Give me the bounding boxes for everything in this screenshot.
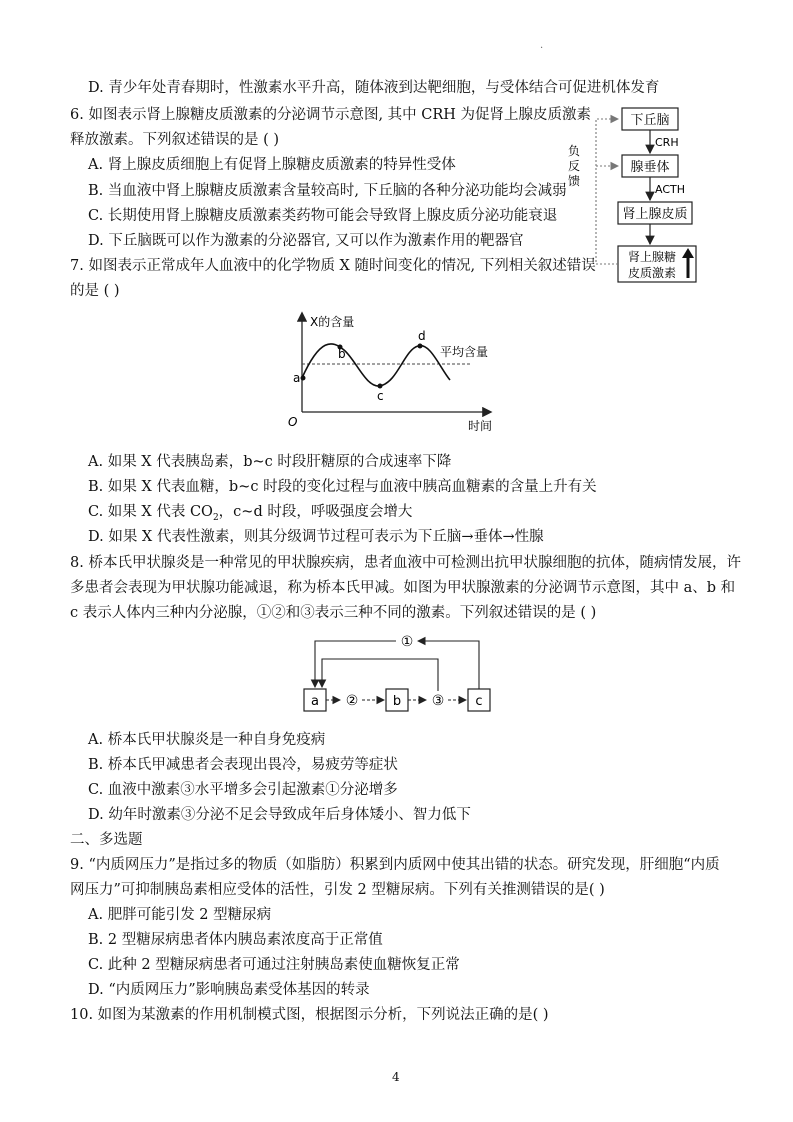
q5-option-d: D. 青少年处青春期时，性激素水平升高，随体液到达靶细胞，与受体结合可促进机体发育 bbox=[88, 80, 660, 96]
section-multi-choice: 二、多选题 bbox=[70, 832, 143, 848]
q8-option-d: D. 幼年时激素③分泌不足会导致成年后身体矮小、智力低下 bbox=[88, 807, 471, 823]
x-curve bbox=[302, 344, 450, 386]
q8-stem-line1: 8. 桥本氏甲状腺炎是一种常见的甲状腺疾病，患者血液中可检测出抗甲状腺细胞的抗体，随病情发展，许 bbox=[70, 555, 741, 571]
x-axis-label: 时间 bbox=[468, 419, 493, 433]
origin-label: O bbox=[288, 415, 298, 429]
q7-option-a: A. 如果 X 代表胰岛素，b~c 时段肝糖原的合成速率下降 bbox=[88, 454, 452, 470]
q7-option-c-post: ，c~d 时段，呼吸强度会增大 bbox=[218, 504, 413, 520]
point-a bbox=[301, 376, 306, 381]
box-glucocorticoid-line2: 皮质激素 bbox=[627, 266, 677, 280]
q7-option-c bbox=[88, 502, 412, 528]
hormone-1-label: ① bbox=[400, 634, 414, 650]
q6-option-a: A. 肾上腺皮质细胞上有促肾上腺糖皮质激素的特异性受体 bbox=[88, 157, 456, 173]
q9-option-d: D. “内质网压力”影响胰岛素受体基因的转录 bbox=[88, 982, 370, 998]
q9-stem-line1: 9. “内质网压力”是指过多的物质（如脂肪）积累到内质网中使其出错的状态。研究发现，肝细胞“内质 bbox=[70, 857, 720, 873]
q7-stem-line1: 7. 如图表示正常成年人血液中的化学物质 X 随时间变化的情况, 下列相关叙述错误 bbox=[70, 258, 596, 274]
q8-option-a: A. 桥本氏甲状腺炎是一种自身免疫病 bbox=[88, 732, 326, 748]
box-hypothalamus-label: 下丘脑 bbox=[630, 113, 670, 128]
q6-stem-line2: 释放激素。下列叙述错误的是 ( ) bbox=[70, 132, 280, 148]
point-d-label: d bbox=[418, 329, 426, 343]
feedback-line bbox=[596, 119, 618, 264]
point-c-label: c bbox=[377, 389, 384, 403]
feedback-label-3: 馈 bbox=[568, 174, 581, 188]
hormone-3-label: ③ bbox=[431, 693, 445, 709]
point-c bbox=[378, 384, 383, 389]
average-label: 平均含量 bbox=[440, 345, 489, 359]
q9-option-b: B. 2 型糖尿病患者体内胰岛素浓度高于正常值 bbox=[88, 932, 383, 948]
q10-stem: 10. 如图为某激素的作用机制模式图，根据图示分析，下列说法正确的是( ) bbox=[70, 1007, 549, 1023]
y-axis-label: X的含量 bbox=[310, 315, 355, 329]
q8-option-c: C. 血液中激素③水平增多会引起激素①分泌增多 bbox=[88, 782, 398, 798]
header-dot: . bbox=[540, 40, 544, 51]
q6-option-d: D. 下丘脑既可以作为激素的分泌器官, 又可以作为激素作用的靶器官 bbox=[88, 233, 524, 249]
arrow-crh-label: CRH bbox=[655, 136, 679, 149]
gland-a-label: a bbox=[311, 694, 319, 709]
feedback-label-1: 负 bbox=[568, 144, 581, 158]
arrow-acth-label: ACTH bbox=[655, 183, 686, 196]
feedback-label-2: 反 bbox=[568, 159, 581, 173]
q7-option-c-pre: C. 如果 X 代表 CO bbox=[88, 504, 213, 520]
q9-option-c: C. 此种 2 型糖尿病患者可通过注射胰岛素使血糖恢复正常 bbox=[88, 957, 460, 973]
point-a-label: a bbox=[293, 371, 301, 385]
q8-option-b: B. 桥本氏甲减患者会表现出畏冷，易疲劳等症状 bbox=[88, 757, 398, 773]
box-adenohypophysis-label: 腺垂体 bbox=[630, 160, 670, 175]
box-adrenal-cortex-label: 肾上腺皮质 bbox=[622, 207, 688, 222]
gland-c-label: c bbox=[475, 694, 483, 709]
box-glucocorticoid-line1: 肾上腺糖 bbox=[627, 250, 677, 264]
q7-option-b: B. 如果 X 代表血糖，b~c 时段的变化过程与血液中胰高血糖素的含量上升有关 bbox=[88, 479, 597, 495]
q8-thyroid-diagram bbox=[290, 625, 500, 720]
q6-option-c: C. 长期使用肾上腺糖皮质激素类药物可能会导致肾上腺皮质分泌功能衰退 bbox=[88, 208, 558, 224]
q6-stem-line1: 6. 如图表示肾上腺糖皮质激素的分泌调节示意图, 其中 CRH 为促肾上腺皮质激素 bbox=[70, 107, 592, 123]
q7-chart bbox=[280, 308, 510, 438]
q7-option-d: D. 如果 X 代表性激素，则其分级调节过程可表示为下丘脑→垂体→性腺 bbox=[88, 529, 544, 545]
q7-option-c-sub: 2 bbox=[212, 512, 219, 523]
hormone-2-label: ② bbox=[345, 693, 359, 709]
q7-stem-line2: 的是 ( ) bbox=[70, 283, 120, 299]
point-d bbox=[418, 344, 423, 349]
q9-stem-line2: 网压力”可抑制胰岛素相应受体的活性，引发 2 型糖尿病。下列有关推测错误的是( ) bbox=[70, 882, 605, 898]
q9-option-a: A. 肥胖可能引发 2 型糖尿病 bbox=[88, 907, 272, 923]
q8-stem-line2: 多患者会表现为甲状腺功能减退，称为桥本氏甲减。如图为甲状腺激素的分泌调节示意图，其中 a、b 和 bbox=[70, 580, 736, 596]
page-number: 4 bbox=[392, 1070, 400, 1084]
q6-option-b: B. 当血液中肾上腺糖皮质激素含量较高时, 下丘脑的各种分泌功能均会减弱 bbox=[88, 183, 567, 199]
gland-b-label: b bbox=[392, 694, 402, 709]
point-b-label: b bbox=[338, 347, 346, 361]
q8-stem-line3: c 表示人体内三种内分泌腺，①②和③表示三种不同的激素。下列叙述错误的是 ( ) bbox=[70, 605, 597, 621]
